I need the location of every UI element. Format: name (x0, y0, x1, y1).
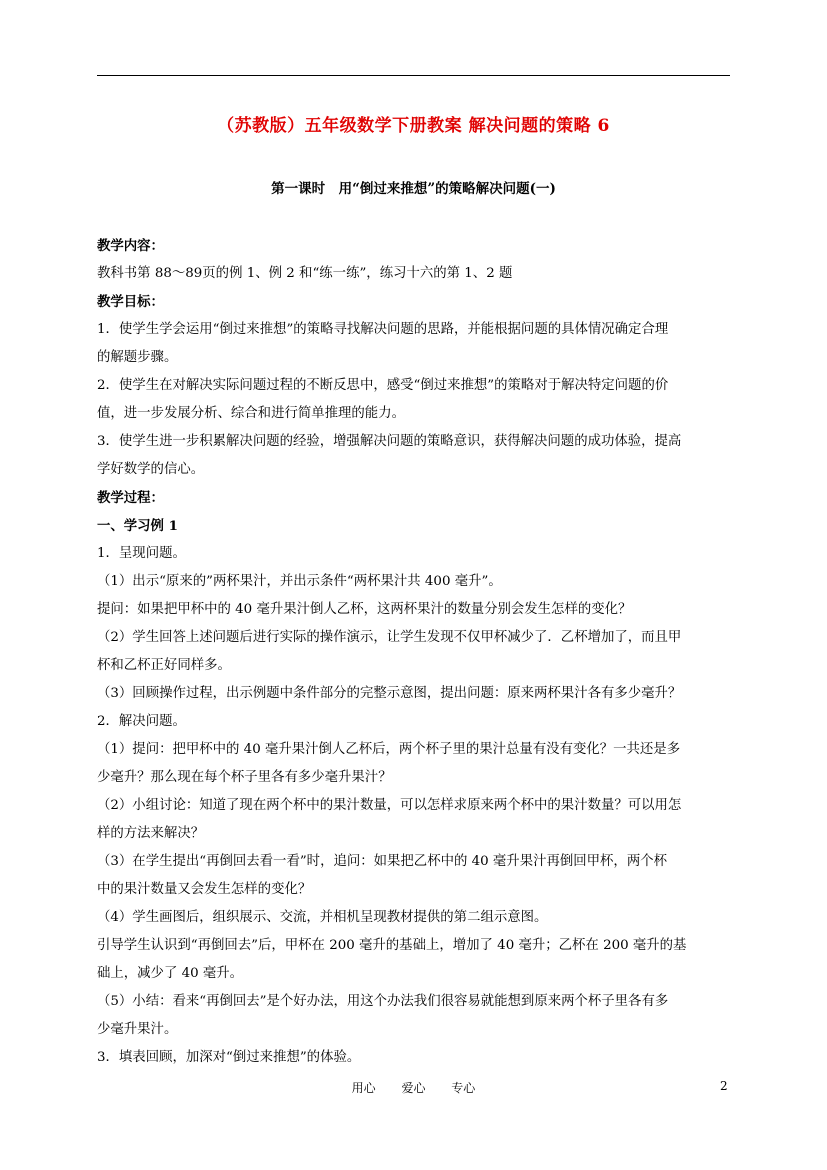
body-line: 教学目标： (97, 294, 164, 310)
body-line: 教科书第 88～89页的例 1、例 2 和“练一练”，练习十六的第 1、2 题 (97, 266, 513, 281)
body-line: 的解题步骤。 (97, 350, 178, 365)
body-line: （2）学生回答上述问题后进行实际的操作演示，让学生发现不仅甲杯减少了．乙杯增加了，而且甲 (97, 630, 682, 645)
body-line: （5）小结：看来“再倒回去”是个好办法，用这个办法我们很容易就能想到原来两个杯子里各有多 (97, 994, 669, 1009)
body-line: 3．使学生进一步积累解决问题的经验，增强解决问题的策略意识，获得解决问题的成功体验，提高 (97, 434, 682, 449)
footer-motto: 用心 爱心 专心 (351, 1081, 476, 1095)
body-line: 教学过程： (97, 490, 164, 506)
body-line: （1）出示“原来的”两杯果汁，并出示条件“两杯果汁共 400 毫升”。 (97, 574, 502, 589)
body-line: 础上，减少了 40 毫升。 (97, 966, 244, 981)
body-line: 引导学生认识到“再倒回去”后，甲杯在 200 毫升的基础上，增加了 40 毫升；乙杯在 200 毫升的基 (97, 938, 687, 953)
page-number: 2 (720, 1079, 728, 1093)
body-line: （3）回顾操作过程，出示例题中条件部分的完整示意图，提出问题：原来两杯果汁各有多少毫升？ (97, 686, 682, 701)
body-line: （1）提问：把甲杯中的 40 毫升果汁倒人乙杯后，两个杯子里的果汁总量有没有变化？一共还是多 (97, 742, 681, 757)
document-body (97, 232, 730, 1072)
body-line: 少毫升？那么现在每个杯子里各有多少毫升果汁？ (97, 770, 392, 785)
body-line: 中的果汁数量又会发生怎样的变化？ (97, 882, 312, 897)
document-title: （苏教版）五年级数学下册教案 解决问题的策略 6 (217, 116, 610, 136)
body-line: 1．呈现问题。 (97, 546, 186, 561)
body-line: 杯和乙杯正好同样多。 (97, 658, 231, 673)
body-line: 学好数学的信心。 (97, 462, 205, 477)
body-line: 提问：如果把甲杯中的 40 毫升果汁倒人乙杯，这两杯果汁的数量分别会发生怎样的变化？ (97, 602, 632, 617)
body-line: 2．解决问题。 (97, 714, 186, 729)
body-line: 样的方法来解决？ (97, 826, 205, 841)
page-footer (0, 1079, 827, 1099)
body-line: 教学内容： (97, 238, 164, 254)
body-line: 1．使学生学会运用“倒过来推想”的策略寻找解决问题的思路，并能根据问题的具体情况确定合理 (97, 322, 669, 337)
body-line: （2）小组讨论：知道了现在两个杯中的果汁数量，可以怎样求原来两个杯中的果汁数量？可以用怎 (97, 798, 682, 813)
body-line: 少毫升果汁。 (97, 1022, 178, 1037)
body-line: （4）学生画图后，组织展示、交流，并相机呈现教材提供的第二组示意图。 (97, 910, 548, 925)
lesson-title: 第一课时 用“倒过来推想”的策略解决问题(一) (271, 181, 556, 197)
body-line: 一、学习例 1 (97, 518, 178, 534)
body-line: （3）在学生提出“再倒回去看一看”时，追问：如果把乙杯中的 40 毫升果汁再倒回甲杯，两个杯 (97, 854, 667, 869)
body-line: 3．填表回顾，加深对“倒过来推想”的体验。 (97, 1050, 361, 1065)
header-rule (97, 75, 730, 76)
body-line: 值，进一步发展分析、综合和进行简单推理的能力。 (97, 406, 405, 421)
body-line: 2．使学生在对解决实际问题过程的不断反思中，感受“倒过来推想”的策略对于解决特定问题的价 (97, 378, 669, 393)
